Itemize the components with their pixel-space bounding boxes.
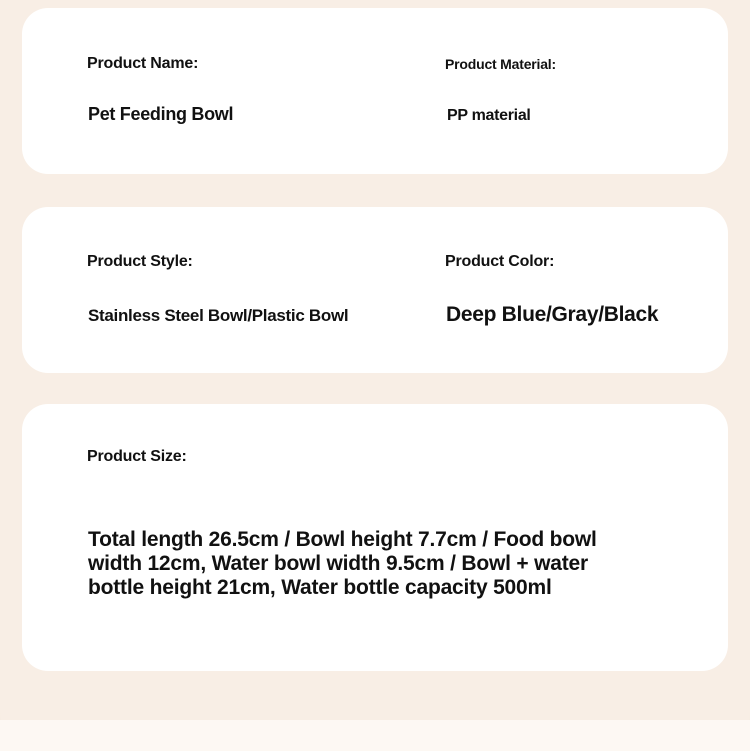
product-name-label: Product Name: (87, 55, 199, 72)
product-color-value: Deep Blue/Gray/Black (446, 303, 659, 326)
name-material-card (22, 8, 728, 174)
product-color-label: Product Color: (445, 253, 555, 270)
product-material-label: Product Material: (445, 56, 556, 72)
product-size-value: Total length 26.5cm / Bowl height 7.7cm / Food bowl width 12cm, Water bowl width 9.5cm / Bowl + water bottle height 21cm, Water bottle capacity 500ml (88, 528, 597, 599)
product-style-value: Stainless Steel Bowl/Plastic Bowl (88, 306, 349, 325)
product-style-label: Product Style: (87, 253, 193, 270)
product-material-value: PP material (447, 107, 531, 124)
style-color-card (22, 207, 728, 373)
product-size-label: Product Size: (87, 448, 187, 465)
product-name-value: Pet Feeding Bowl (88, 104, 234, 124)
size-card (22, 404, 728, 671)
bottom-strip (0, 720, 750, 751)
